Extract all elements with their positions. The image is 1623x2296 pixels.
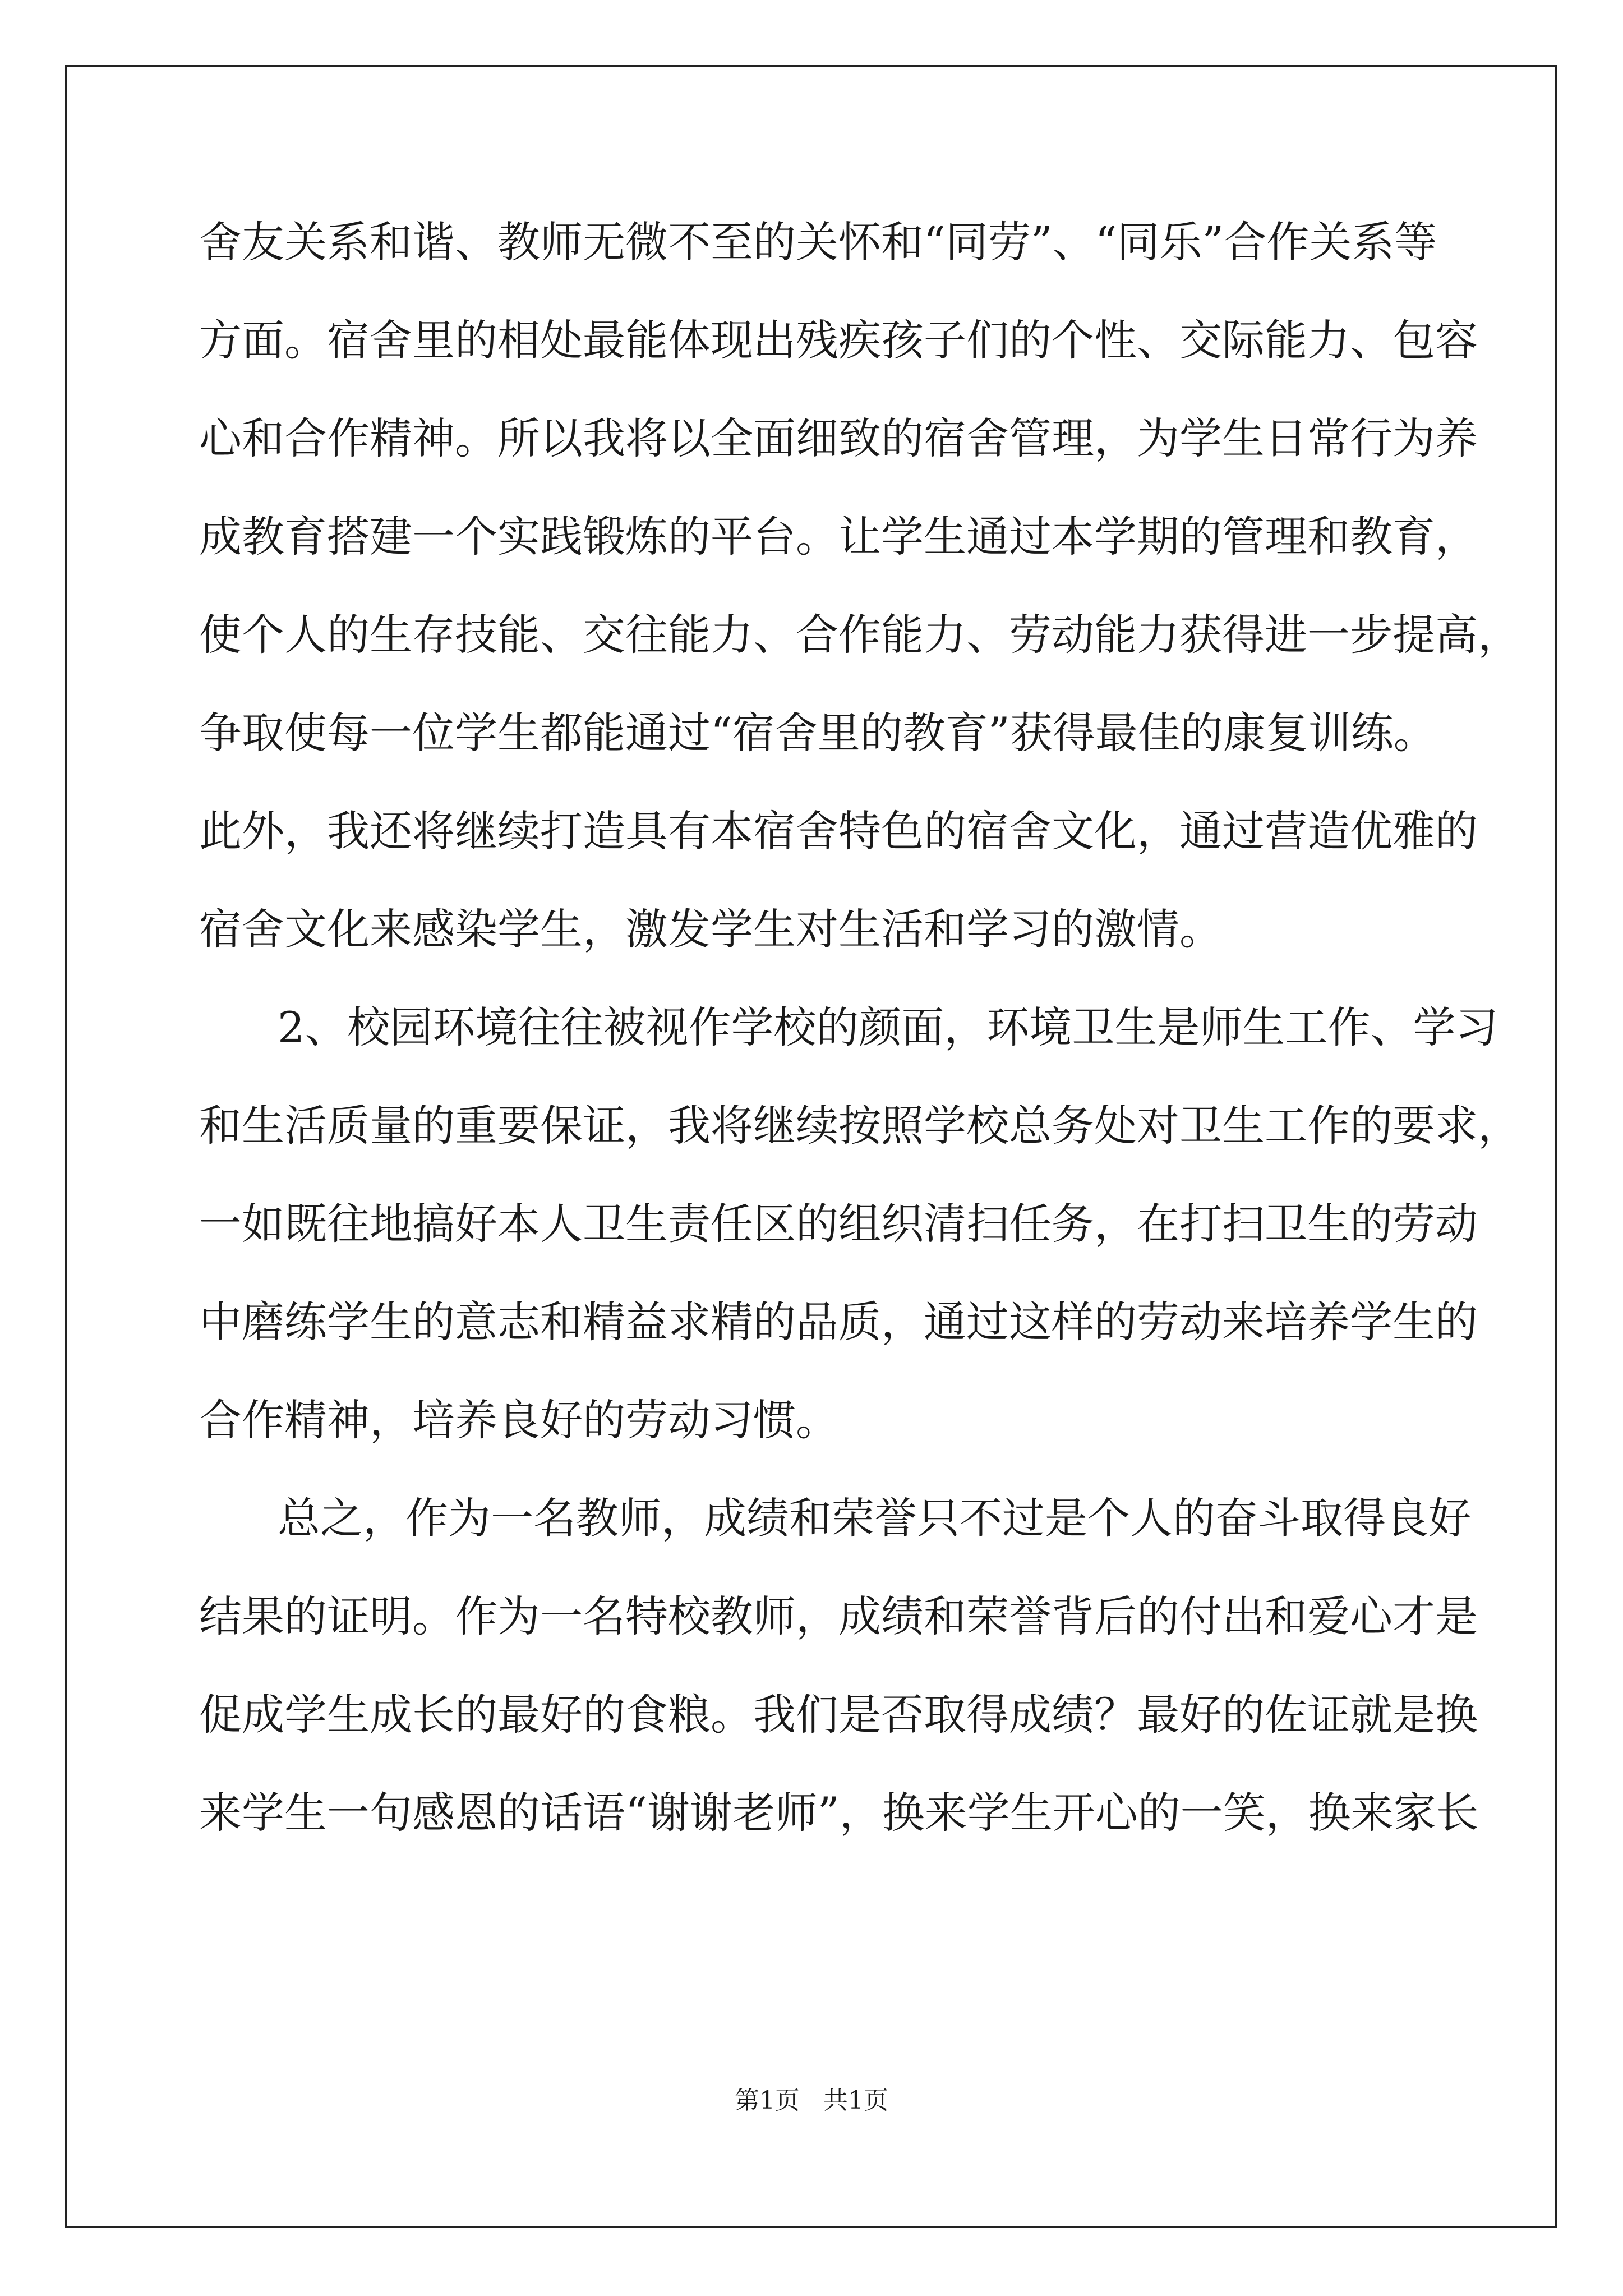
text-line: 促成学生成长的最好的食粮。我们是否取得成绩？最好的佐证就是换 (199, 1690, 1478, 1740)
text-line: 和生活质量的重要保证，我将继续按照学校总务处对卫生工作的要求， (199, 1101, 1520, 1151)
text-line: 2、校园环境往往被视作学校的颜面，环境卫生是师生工作、学习 (278, 1002, 1498, 1052)
text-line: 方面。宿舍里的相处最能体现出残疾孩子们的个性、交际能力、包容 (199, 315, 1478, 365)
text-line: 使个人的生存技能、交往能力、合作能力、劳动能力获得进一步提高， (199, 610, 1520, 660)
page-number-footer: 第1页 共1页 (735, 2086, 888, 2115)
text-line: 心和合作精神。所以我将以全面细致的宿舍管理，为学生日常行为养 (199, 413, 1478, 463)
text-line: 此外，我还将继续打造具有本宿舍特色的宿舍文化，通过营造优雅的 (199, 806, 1478, 856)
text-line: 宿舍文化来感染学生，激发学生对生活和学习的激情。 (199, 904, 1222, 954)
text-line: 中磨练学生的意志和精益求精的品质，通过这样的劳动来培养学生的 (199, 1297, 1478, 1347)
text-line: 来学生一句感恩的话语“谢谢老师”，换来学生开心的一笑，换来家长 (199, 1788, 1479, 1838)
text-line: 总之，作为一名教师，成绩和荣誉只不过是个人的奋斗取得良好 (278, 1493, 1471, 1543)
text-line: 一如既往地搞好本人卫生责任区的组织清扫任务，在打扫卫生的劳动 (199, 1199, 1478, 1249)
text-line: 合作精神，培养良好的劳动习惯。 (199, 1395, 838, 1445)
text-line: 舍友关系和谐、教师无微不至的关怀和“同劳”、“同乐”合作关系等 (199, 217, 1437, 267)
document-body (199, 209, 1520, 1878)
text-line: 成教育搭建一个实践锻炼的平台。让学生通过本学期的管理和教育， (199, 512, 1478, 562)
text-line: 争取使每一位学生都能通过“宿舍里的教育”获得最佳的康复训练。 (199, 708, 1436, 758)
text-line: 结果的证明。作为一名特校教师，成绩和荣誉背后的付出和爱心才是 (199, 1591, 1478, 1641)
